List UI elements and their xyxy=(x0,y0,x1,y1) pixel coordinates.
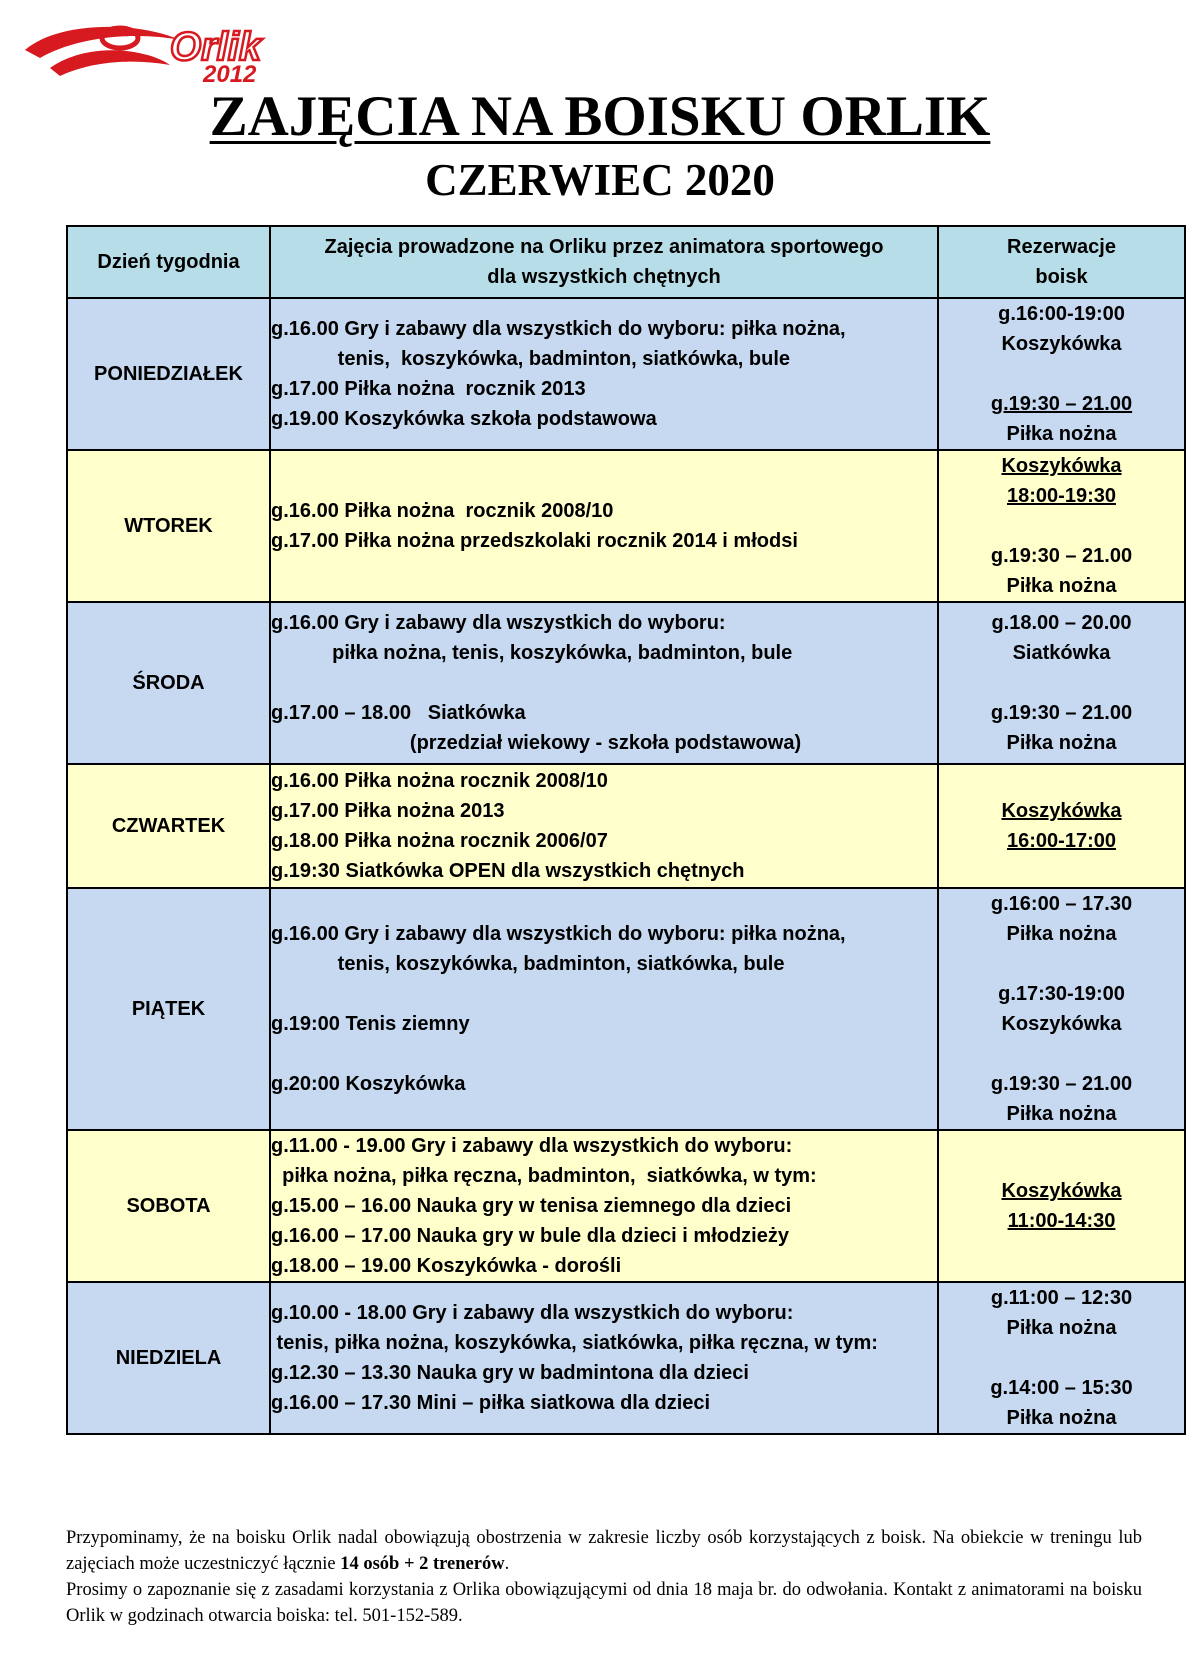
table-row xyxy=(67,602,1185,764)
reservations-cell xyxy=(938,888,1185,1130)
reservation-line: Piłka nożna xyxy=(1006,423,1117,445)
day-cell: WTOREK xyxy=(67,450,270,602)
logo-text: Orlik xyxy=(170,25,262,69)
header-activities: Zajęcia prowadzone na Orliku przez animatora sportowego dla wszystkich chętnych xyxy=(270,226,938,298)
activity-line: tenis, koszykówka, badminton, siatkówka, bule xyxy=(271,348,791,370)
activity-line: tenis, koszykówka, badminton, siatkówka, bule xyxy=(271,953,785,975)
reservation-line: g.16:00-19:00 xyxy=(998,303,1125,325)
activity-line: g.16.00 Piłka nożna rocznik 2008/10 xyxy=(271,770,608,792)
day-cell: SOBOTA xyxy=(67,1130,270,1282)
activity-line: g.16.00 – 17.00 Nauka gry w bule dla dzieci i młodzieży xyxy=(271,1225,789,1247)
table-header-row xyxy=(67,226,1185,298)
day-cell: ŚRODA xyxy=(67,602,270,764)
page-title: ZAJĘCIA NA BOISKU ORLIK xyxy=(209,85,991,148)
activity-line: g.17.00 Piłka nożna rocznik 2013 xyxy=(271,378,586,400)
activity-line: g.10.00 - 18.00 Gry i zabawy dla wszystkich do wyboru: xyxy=(271,1302,794,1324)
reservation-line: Koszykówka xyxy=(1001,455,1122,477)
reservation-line: g.18.00 – 20.00 xyxy=(991,612,1132,634)
reservation-line: Piłka nożna xyxy=(1006,732,1117,754)
activity-line: (przedział wiekowy - szkoła podstawowa) xyxy=(271,732,802,754)
reservation-line xyxy=(939,668,1184,698)
reservations-cell xyxy=(938,298,1185,450)
activity-line: g.19:00 Tenis ziemny xyxy=(271,1013,470,1035)
day-cell: NIEDZIELA xyxy=(67,1282,270,1434)
activities-cell xyxy=(270,1282,938,1434)
activities-cell xyxy=(270,602,938,764)
reservations-cell xyxy=(938,764,1185,888)
reservation-line xyxy=(939,359,1184,389)
reservation-line: g.16:00 – 17.30 xyxy=(990,893,1133,915)
table-row xyxy=(67,1282,1185,1434)
reservations-cell xyxy=(938,1130,1185,1282)
activities-cell xyxy=(270,298,938,450)
header-day: Dzień tygodnia xyxy=(67,226,270,298)
reservation-line: g.19:30 – 21.00 xyxy=(990,393,1133,415)
activities-cell xyxy=(270,1130,938,1282)
reservation-line: g.19:30 – 21.00 xyxy=(990,1073,1133,1095)
activity-line: g.20:00 Koszykówka xyxy=(271,1073,466,1095)
notes xyxy=(66,1525,1142,1629)
reservation-line: 18:00-19:30 xyxy=(1007,485,1116,507)
table-row xyxy=(67,764,1185,888)
activity-line: g.17.00 Piłka nożna 2013 xyxy=(271,800,505,822)
reservation-line: g.19:30 – 21.00 xyxy=(990,545,1133,567)
activity-line: g.16.00 Piłka nożna rocznik 2008/10 xyxy=(271,500,614,522)
activities-cell xyxy=(270,888,938,1130)
activity-line: g.15.00 – 16.00 Nauka gry w tenisa ziemnego dla dzieci xyxy=(271,1195,792,1217)
activity-line: g.17.00 – 18.00 Siatkówka xyxy=(271,702,526,724)
notes-paragraph-2: Prosimy o zapoznanie się z zasadami korzystania z Orlika obowiązującymi od dnia 18 maja br. do odwołania. Kontakt z animatorami na boisku Orlik w godzinach otwarcia boiska: tel. 501-152-589. xyxy=(66,1580,1142,1626)
reservation-line: 16:00-17:00 xyxy=(1007,830,1116,852)
table-row xyxy=(67,450,1185,602)
reservation-line: g.14:00 – 15:30 xyxy=(990,1377,1133,1399)
header-reservations: Rezerwacje boisk xyxy=(938,226,1185,298)
activity-line: g.16.00 Gry i zabawy dla wszystkich do wyboru: piłka nożna, xyxy=(271,923,846,945)
activity-line: g.16.00 Gry i zabawy dla wszystkich do wyboru: piłka nożna, xyxy=(271,318,846,340)
page-subtitle: CZERWIEC 2020 xyxy=(425,155,775,205)
activities-cell xyxy=(270,450,938,602)
activity-line: g.17.00 Piłka nożna przedszkolaki rocznik 2014 i młodsi xyxy=(271,530,798,552)
reservation-line: g.17:30-19:00 xyxy=(998,983,1125,1005)
logo-year: 2012 xyxy=(203,61,257,85)
activity-line: g.19:30 Siatkówka OPEN dla wszystkich chętnych xyxy=(271,860,745,882)
table-row xyxy=(67,1130,1185,1282)
activity-line: g.16.00 Gry i zabawy dla wszystkich do wyboru: xyxy=(271,612,726,634)
table-row xyxy=(67,888,1185,1130)
reservation-line xyxy=(939,949,1184,979)
reservation-line: g.19:30 – 21.00 xyxy=(990,702,1133,724)
reservations-cell xyxy=(938,602,1185,764)
activity-line: g.18.00 – 19.00 Koszykówka - dorośli xyxy=(271,1255,622,1277)
reservation-line: Siatkówka xyxy=(1012,642,1111,664)
table-row xyxy=(67,298,1185,450)
activity-line xyxy=(271,979,937,1009)
reservation-line: Koszykówka xyxy=(1001,1013,1122,1035)
reservation-line: Koszykówka xyxy=(1001,800,1122,822)
reservation-line xyxy=(939,511,1184,541)
reservations-cell xyxy=(938,1282,1185,1434)
activity-line xyxy=(271,1039,937,1069)
reservation-line: 11:00-14:30 xyxy=(1007,1210,1116,1232)
reservation-line xyxy=(939,1343,1184,1373)
activity-line: g.12.30 – 13.30 Nauka gry w badmintona dla dzieci xyxy=(271,1362,749,1384)
activity-line: tenis, piłka nożna, koszykówka, siatkówka, piłka ręczna, w tym: xyxy=(271,1332,878,1354)
reservation-line: Koszykówka xyxy=(1001,333,1122,355)
activity-line xyxy=(271,668,937,698)
reservation-line: Piłka nożna xyxy=(1006,1407,1117,1429)
day-cell: PONIEDZIAŁEK xyxy=(67,298,270,450)
schedule-table xyxy=(66,225,1186,1435)
reservation-line: Koszykówka xyxy=(1001,1180,1122,1202)
reservation-line: Piłka nożna xyxy=(1006,1317,1117,1339)
activity-line: g.19.00 Koszykówka szkoła podstawowa xyxy=(271,408,657,430)
reservation-line: Piłka nożna xyxy=(1006,1103,1117,1125)
activity-line: piłka nożna, tenis, koszykówka, badminton, bule xyxy=(271,642,793,664)
reservation-line xyxy=(939,1039,1184,1069)
reservation-line: g.11:00 – 12:30 xyxy=(990,1287,1133,1309)
reservation-line: Piłka nożna xyxy=(1006,575,1117,597)
reservation-line: Piłka nożna xyxy=(1006,923,1117,945)
activity-line: g.18.00 Piłka nożna rocznik 2006/07 xyxy=(271,830,608,852)
reservations-cell xyxy=(938,450,1185,602)
activity-line: g.16.00 – 17.30 Mini – piłka siatkowa dla dzieci xyxy=(271,1392,711,1414)
activity-line: piłka nożna, piłka ręczna, badminton, siatkówka, w tym: xyxy=(271,1165,817,1187)
activity-line: g.11.00 - 19.00 Gry i zabawy dla wszystkich do wyboru: xyxy=(271,1135,793,1157)
day-cell: PIĄTEK xyxy=(67,888,270,1130)
activities-cell xyxy=(270,764,938,888)
day-cell: CZWARTEK xyxy=(67,764,270,888)
notes-paragraph-1: Przypominamy, że na boisku Orlik nadal obowiązują obostrzenia w zakresie liczby osób korzystających z boisk. Na obiekcie w treningu lub zajęciach może uczestniczyć łącznie 14 osób + 2 trenerów. xyxy=(66,1528,1142,1574)
orlik-2012-logo xyxy=(20,10,325,85)
